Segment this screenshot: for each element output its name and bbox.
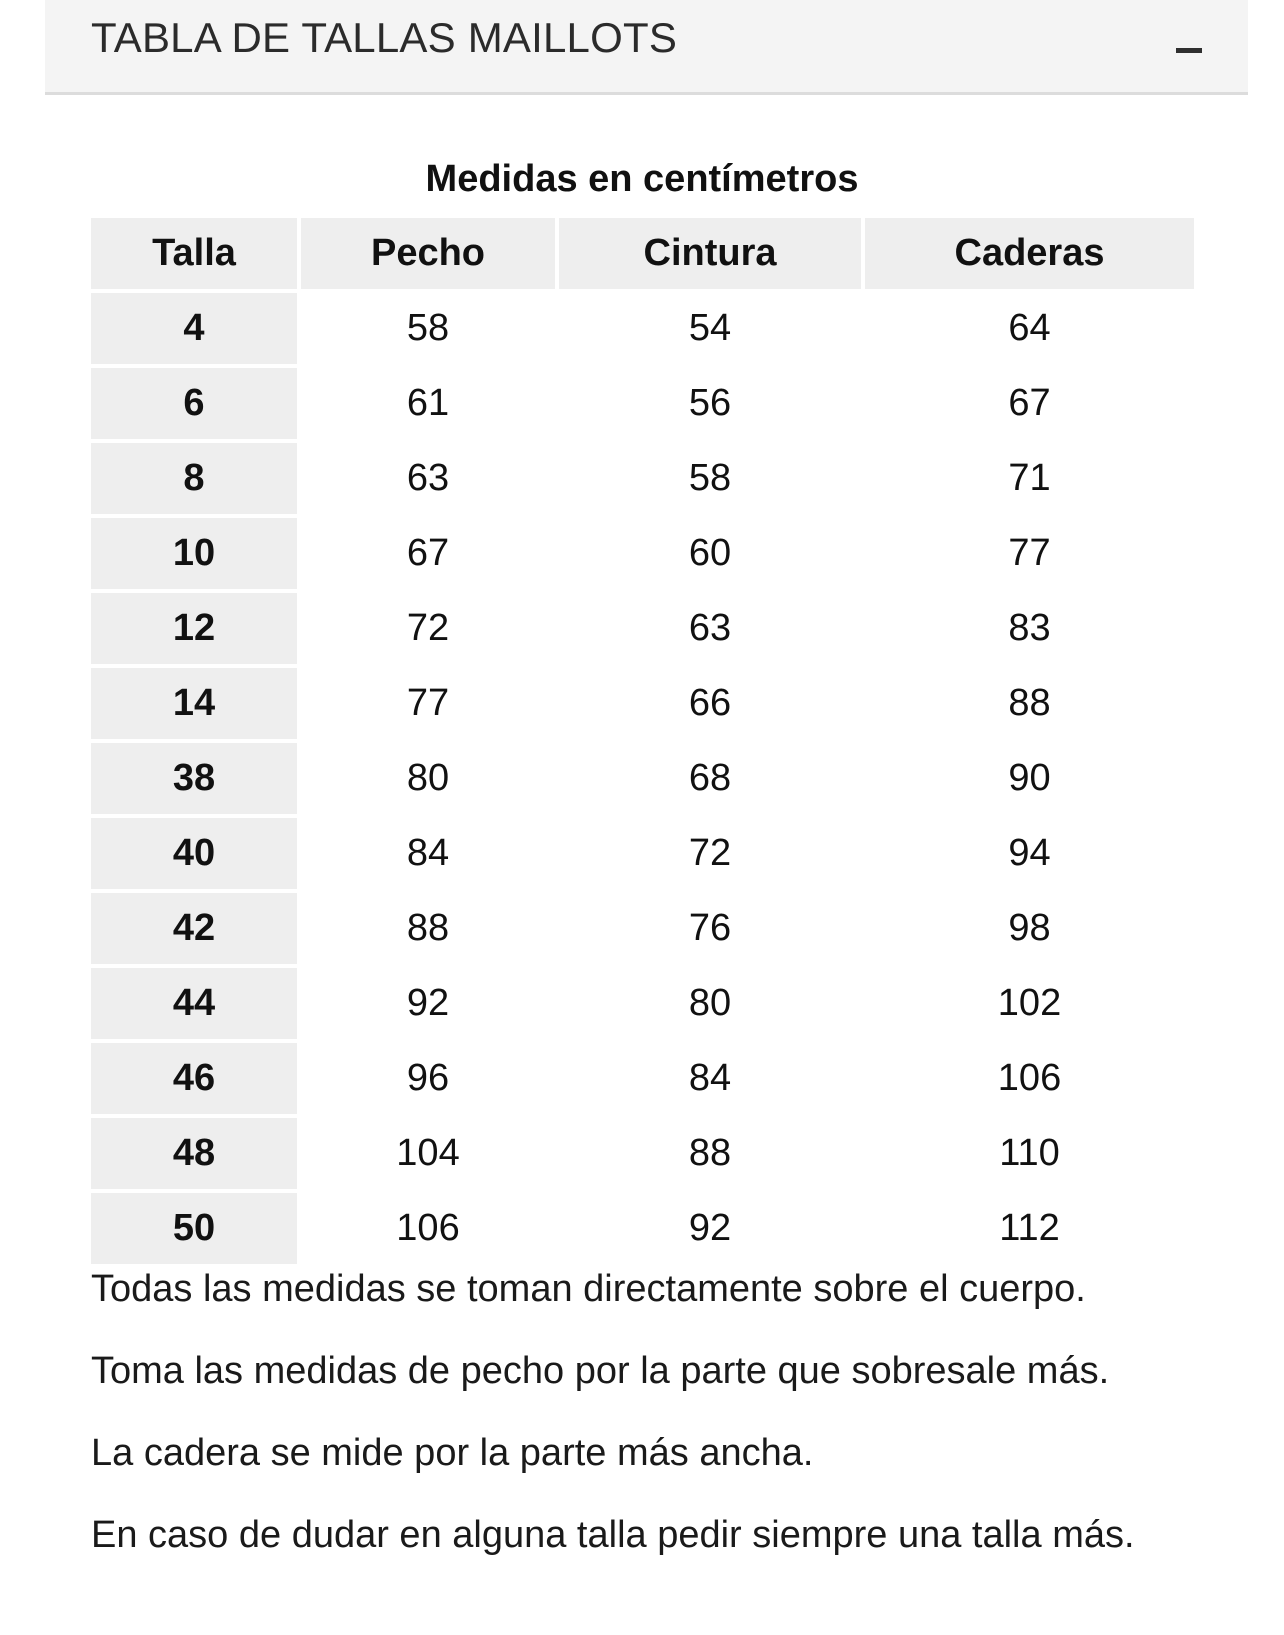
table-row (91, 593, 1194, 664)
cell-pecho: 67 (301, 518, 555, 589)
cell-pecho: 88 (301, 893, 555, 964)
cell-pecho: 104 (301, 1118, 555, 1189)
cell-talla: 46 (91, 1043, 297, 1114)
cell-cintura: 84 (559, 1043, 861, 1114)
cell-cintura: 58 (559, 443, 861, 514)
cell-talla: 50 (91, 1193, 297, 1264)
cell-pecho: 80 (301, 743, 555, 814)
minus-icon (1176, 48, 1202, 53)
cell-caderas: 112 (865, 1193, 1194, 1264)
cell-pecho: 72 (301, 593, 555, 664)
cell-pecho: 61 (301, 368, 555, 439)
cell-pecho: 63 (301, 443, 555, 514)
note-text: Toma las medidas de pecho por la parte que sobresale más. (91, 1350, 1110, 1392)
table-row (91, 293, 1194, 364)
table-row (91, 968, 1194, 1039)
column-header-pecho: Pecho (301, 218, 555, 289)
cell-talla: 40 (91, 818, 297, 889)
cell-cintura: 92 (559, 1193, 861, 1264)
table-row (91, 1043, 1194, 1114)
column-header-caderas: Caderas (865, 218, 1194, 289)
cell-cintura: 68 (559, 743, 861, 814)
cell-talla: 10 (91, 518, 297, 589)
table-row (91, 668, 1194, 739)
cell-caderas: 90 (865, 743, 1194, 814)
cell-talla: 38 (91, 743, 297, 814)
cell-talla: 14 (91, 668, 297, 739)
cell-caderas: 67 (865, 368, 1194, 439)
cell-pecho: 84 (301, 818, 555, 889)
cell-caderas: 88 (865, 668, 1194, 739)
cell-caderas: 110 (865, 1118, 1194, 1189)
measurement-notes (91, 1262, 1221, 1590)
cell-pecho: 77 (301, 668, 555, 739)
note-text: En caso de dudar en alguna talla pedir siempre una talla más. (91, 1514, 1135, 1556)
collapse-button[interactable] (1170, 30, 1210, 70)
cell-pecho: 106 (301, 1193, 555, 1264)
cell-cintura: 56 (559, 368, 861, 439)
accordion-header[interactable] (45, 0, 1248, 95)
cell-talla: 8 (91, 443, 297, 514)
size-chart-table (87, 214, 1198, 1268)
cell-cintura: 60 (559, 518, 861, 589)
cell-pecho: 92 (301, 968, 555, 1039)
cell-caderas: 94 (865, 818, 1194, 889)
cell-caderas: 71 (865, 443, 1194, 514)
cell-talla: 44 (91, 968, 297, 1039)
cell-caderas: 98 (865, 893, 1194, 964)
cell-caderas: 102 (865, 968, 1194, 1039)
note-text: Todas las medidas se toman directamente sobre el cuerpo. (91, 1268, 1086, 1310)
cell-cintura: 54 (559, 293, 861, 364)
table-row (91, 443, 1194, 514)
table-row (91, 818, 1194, 889)
cell-caderas: 64 (865, 293, 1194, 364)
table-header-row (91, 218, 1194, 289)
table-row (91, 1193, 1194, 1264)
cell-talla: 12 (91, 593, 297, 664)
cell-cintura: 66 (559, 668, 861, 739)
cell-pecho: 58 (301, 293, 555, 364)
note-text: La cadera se mide por la parte más ancha. (91, 1432, 814, 1474)
table-caption: Medidas en centímetros (425, 158, 859, 200)
column-header-talla: Talla (91, 218, 297, 289)
accordion-title: TABLA DE TALLAS MAILLOTS (91, 14, 678, 61)
table-row (91, 368, 1194, 439)
cell-talla: 42 (91, 893, 297, 964)
table-row (91, 1118, 1194, 1189)
cell-caderas: 83 (865, 593, 1194, 664)
cell-caderas: 106 (865, 1043, 1194, 1114)
cell-pecho: 96 (301, 1043, 555, 1114)
cell-cintura: 63 (559, 593, 861, 664)
cell-cintura: 88 (559, 1118, 861, 1189)
table-row (91, 743, 1194, 814)
cell-cintura: 80 (559, 968, 861, 1039)
column-header-cintura: Cintura (559, 218, 861, 289)
cell-talla: 48 (91, 1118, 297, 1189)
cell-cintura: 72 (559, 818, 861, 889)
table-body (91, 293, 1194, 1264)
cell-talla: 6 (91, 368, 297, 439)
table-row (91, 518, 1194, 589)
table-row (91, 893, 1194, 964)
cell-talla: 4 (91, 293, 297, 364)
cell-caderas: 77 (865, 518, 1194, 589)
cell-cintura: 76 (559, 893, 861, 964)
